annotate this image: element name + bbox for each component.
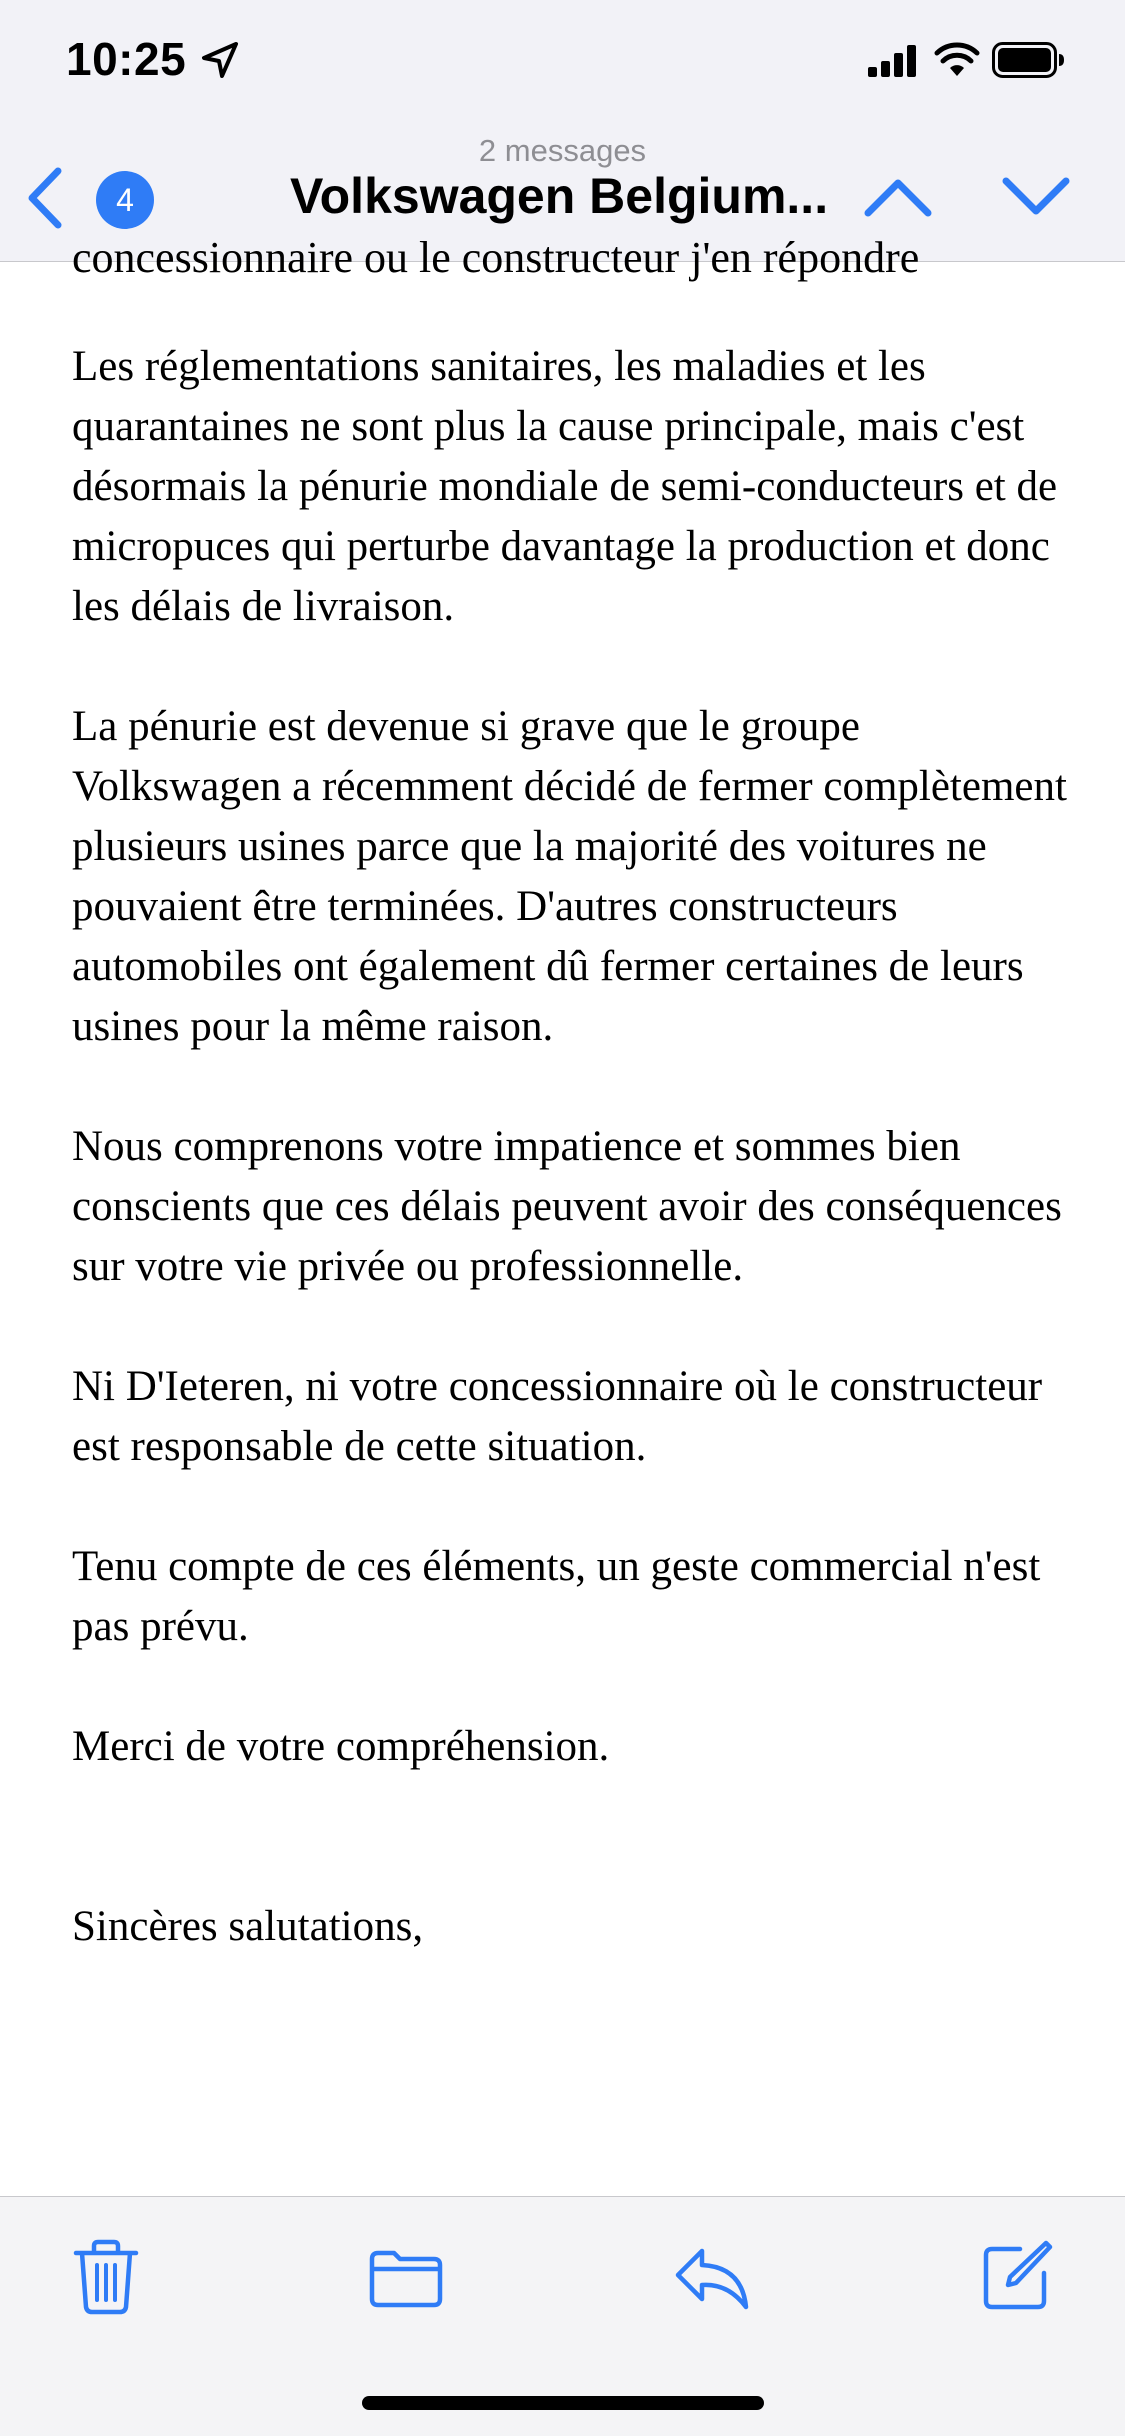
wifi-icon <box>934 42 980 78</box>
paragraph: Merci de votre compréhension. <box>72 1723 610 1770</box>
clipped-text-line: concessionnaire ou le constructeur j'en répondre <box>72 233 920 282</box>
home-indicator[interactable] <box>362 2396 764 2410</box>
battery-icon <box>992 42 1066 78</box>
status-bar <box>0 0 1125 125</box>
reply-button[interactable] <box>672 2237 752 2317</box>
signature-greeting: Sincères salutations, <box>72 1903 424 1950</box>
message-count: 2 messages <box>478 133 647 168</box>
thread-title: Volkswagen Belgium... <box>290 168 829 224</box>
message-paragraphs <box>72 337 1072 2017</box>
thread-subtitle <box>0 133 1125 169</box>
paragraph: Ni D'Ieteren, ni votre concessionnaire où le constructeur est responsable de cette situation. <box>72 1363 1043 1470</box>
paragraph: Tenu compte de ces éléments, un geste commercial n'est pas prévu. <box>72 1543 1041 1650</box>
paragraph: Nous comprenons votre impatience et sommes bien conscients que ces délais peuvent avoir des conséquences sur votre vie privée ou professionnelle. <box>72 1123 1062 1290</box>
next-message-button[interactable] <box>1000 171 1072 223</box>
status-time: 10:25 <box>66 33 187 85</box>
paragraph: La pénurie est devenue si grave que le groupe Volkswagen a récemment décidé de fermer complètement plusieurs usines parce que la majorité des voitures ne pouvaient être terminées. D'autres constructeurs automobiles ont également dû fermer certaines de leurs usines pour la même raison. <box>72 703 1067 1050</box>
message-body[interactable] <box>0 233 1125 2196</box>
previous-message-button[interactable] <box>862 171 934 223</box>
paragraph: Les réglementations sanitaires, les maladies et les quarantaines ne sont plus la cause principale, mais c'est désormais la pénurie mondiale de semi-conducteurs et de micropuces qui perturbe davantage la production et donc les délais de livraison. <box>72 343 1058 630</box>
trash-button[interactable] <box>66 2237 146 2317</box>
unread-count-badge[interactable]: 4 <box>96 171 154 229</box>
compose-button[interactable] <box>976 2237 1056 2317</box>
location-arrow-icon <box>200 40 240 80</box>
back-button[interactable] <box>22 165 66 231</box>
cellular-signal-icon <box>868 45 918 77</box>
move-to-folder-button[interactable] <box>366 2237 446 2317</box>
